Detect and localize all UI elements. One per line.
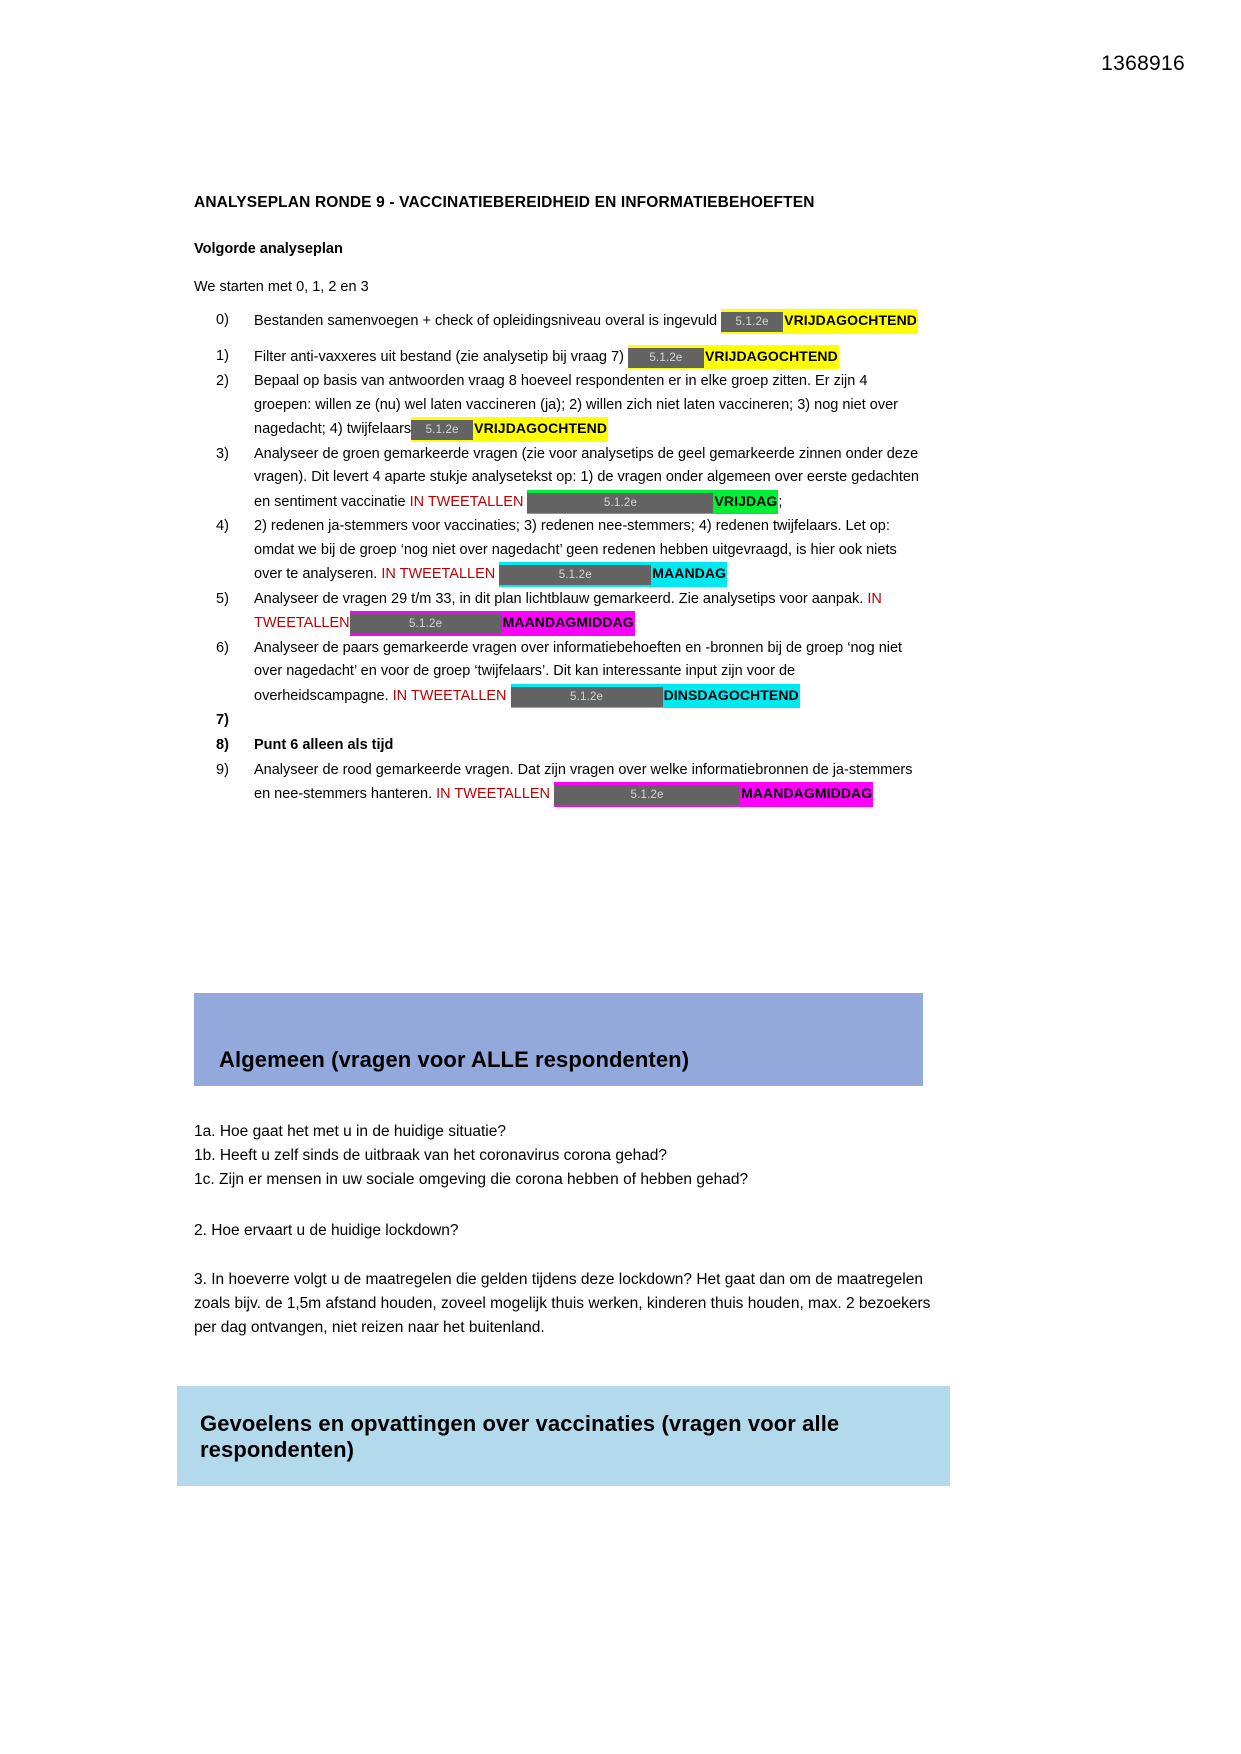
plan-item-8 [194, 734, 924, 757]
plan-item-4-band [499, 562, 727, 586]
plan-item-9-text: Analyseer de rood gemarkeerde vragen. Dat zijn vragen over welke informatiebronnen de ja-stemmers en nee-stemmers hanteren. [254, 761, 913, 803]
plan-item-4-text: 2) redenen ja-stemmers voor vaccinaties; 3) redenen nee-stemmers; 4) redenen twijfelaars. Let op: omdat we bij de groep ‘nog niet over nagedacht’ geen redenen hebben uitgevraagd, is hier ook niets over te analyseren. [254, 518, 897, 583]
plan-item-9-tag: MAANDAGMIDDAG [741, 785, 873, 802]
plan-item-4-marker: 4) [216, 518, 229, 535]
plan-item-4-tag: MAANDAG [652, 565, 727, 582]
subheading-volgorde: Volgorde analyseplan [194, 241, 343, 258]
redaction-box: 5.1.2e [628, 348, 704, 368]
document-number: 1368916 [1101, 52, 1185, 75]
plan-item-1-text: Filter anti-vaxxeres uit bestand (zie analysetip bij vraag 7) [254, 348, 624, 365]
redaction-box: 5.1.2e [350, 614, 502, 634]
question-2: 2. Hoe ervaart u de huidige lockdown? [194, 1222, 459, 1239]
plan-item-8-marker: 8) [216, 737, 229, 754]
plan-item-2 [194, 370, 924, 441]
plan-item-4-in-tweetallen: IN TWEETALLEN [381, 566, 496, 583]
redaction-box: 5.1.2e [527, 493, 713, 513]
plan-item-5-text: Analyseer de vragen 29 t/m 33, in dit plan lichtblauw gemarkeerd. Zie analysetips voor aanpak. [254, 590, 864, 607]
section-banner-gevoelens-label: Gevoelens en opvattingen over vaccinaties (vragen voor alle respondenten) [200, 1411, 840, 1462]
algemeen-question-group-2 [194, 1219, 934, 1243]
plan-item-9-band [554, 782, 873, 806]
plan-item-7-marker: 7) [216, 712, 229, 729]
plan-item-3 [194, 443, 924, 514]
question-3: 3. In hoeverre volgt u de maatregelen die gelden tijdens deze lockdown? Het gaat dan om de maatregelen zoals bijv. de 1,5m afstand houden, zoveel mogelijk thuis werken, kinderen thuis houden, max. 2 bezoekers per dag ontvangen, niet reizen naar het buitenland. [194, 1271, 931, 1337]
plan-item-1-marker: 1) [216, 347, 229, 364]
question-1b: 1b. Heeft u zelf sinds de uitbraak van het coronavirus corona gehad? [194, 1147, 668, 1165]
plan-item-0-text: Bestanden samenvoegen + check of opleidingsniveau overal is ingevuld [254, 313, 718, 330]
plan-item-0-tag: VRIJDAGOCHTEND [784, 312, 917, 329]
plan-item-0-band [721, 309, 918, 333]
plan-item-2-marker: 2) [216, 373, 229, 390]
plan-item-9-marker: 9) [216, 761, 229, 778]
plan-item-5 [194, 588, 924, 636]
redaction-box: 5.1.2e [511, 687, 663, 707]
plan-item-list [194, 309, 924, 806]
plan-item-9-in-tweetallen: IN TWEETALLEN [436, 786, 551, 803]
plan-item-4 [194, 515, 924, 586]
plan-item-9 [194, 759, 924, 807]
plan-item-2-text: Bepaal op basis van antwoorden vraag 8 hoeveel respondenten er in elke groep zitten. Er zijn 4 groepen: willen ze (nu) wel laten vaccineren (ja); 2) willen zich niet laten vaccineren; 3) nog niet over nagedacht; 4) twijfelaars [254, 373, 898, 438]
algemeen-question-group-3 [194, 1268, 934, 1340]
section-banner-gevoelens [177, 1386, 950, 1486]
plan-item-6-band [511, 684, 800, 708]
plan-item-6-in-tweetallen: IN TWEETALLEN [392, 687, 507, 704]
plan-item-6-tag: DINSDAGOCHTEND [663, 686, 799, 703]
plan-item-5-in-tweetallen: IN TWEETALLEN [254, 590, 882, 632]
plan-item-1-tag: VRIJDAGOCHTEND [704, 347, 838, 364]
plan-item-1-band [628, 345, 839, 369]
section-banner-algemeen-label: Algemeen (vragen voor ALLE respondenten) [219, 1047, 690, 1072]
redaction-box: 5.1.2e [411, 420, 473, 440]
question-1a: 1a. Hoe gaat het met u in de huidige situatie? [194, 1123, 506, 1140]
plan-item-3-in-tweetallen: IN TWEETALLEN [409, 493, 524, 510]
plan-item-3-tag: VRIJDAG [714, 492, 778, 509]
plan-item-3-band [527, 490, 778, 514]
plan-item-6-text: Analyseer de paars gemarkeerde vragen over informatiebehoeften en -bronnen bij de groep ‘nog niet over nagedacht’ en voor de groep ‘twijfelaars’. Dit kan interessante input zijn voor de overheidscampagne. [254, 639, 903, 704]
algemeen-question-group-1 [194, 1120, 934, 1192]
plan-item-5-tag: MAANDAGMIDDAG [502, 614, 634, 631]
plan-item-6 [194, 637, 924, 708]
plan-item-3-text: Analyseer de groen gemarkeerde vragen (zie voor analysetips de geel gemarkeerde zinnen onder deze vragen). Dit levert 4 aparte stukje analysetekst op: 1) de vragen onder algemeen over eerste gedachten en sentiment vaccinatie [254, 445, 919, 510]
redaction-box: 5.1.2e [721, 312, 783, 332]
question-1c: 1c. Zijn er mensen in uw sociale omgeving die corona hebben of hebben gehad? [194, 1171, 749, 1189]
plan-item-3-trailing: ; [778, 493, 783, 510]
plan-item-1 [194, 345, 924, 369]
plan-item-3-marker: 3) [216, 445, 229, 462]
page-title: ANALYSEPLAN RONDE 9 - VACCINATIEBEREIDHEID EN INFORMATIEBEHOEFTEN [194, 194, 815, 211]
plan-item-5-marker: 5) [216, 590, 229, 607]
section-banner-algemeen [194, 993, 923, 1086]
plan-item-2-band [411, 417, 608, 441]
plan-item-8-text: Punt 6 alleen als tijd [254, 737, 394, 754]
plan-item-7 [194, 709, 924, 733]
redaction-box: 5.1.2e [499, 565, 651, 585]
plan-item-6-marker: 6) [216, 639, 229, 656]
plan-item-0 [194, 309, 924, 333]
document-content [194, 193, 924, 808]
plan-item-5-band [350, 611, 635, 635]
redaction-box: 5.1.2e [554, 785, 740, 805]
plan-item-0-marker: 0) [216, 312, 229, 329]
intro-line: We starten met 0, 1, 2 en 3 [194, 279, 369, 296]
plan-item-2-tag: VRIJDAGOCHTEND [474, 420, 608, 437]
